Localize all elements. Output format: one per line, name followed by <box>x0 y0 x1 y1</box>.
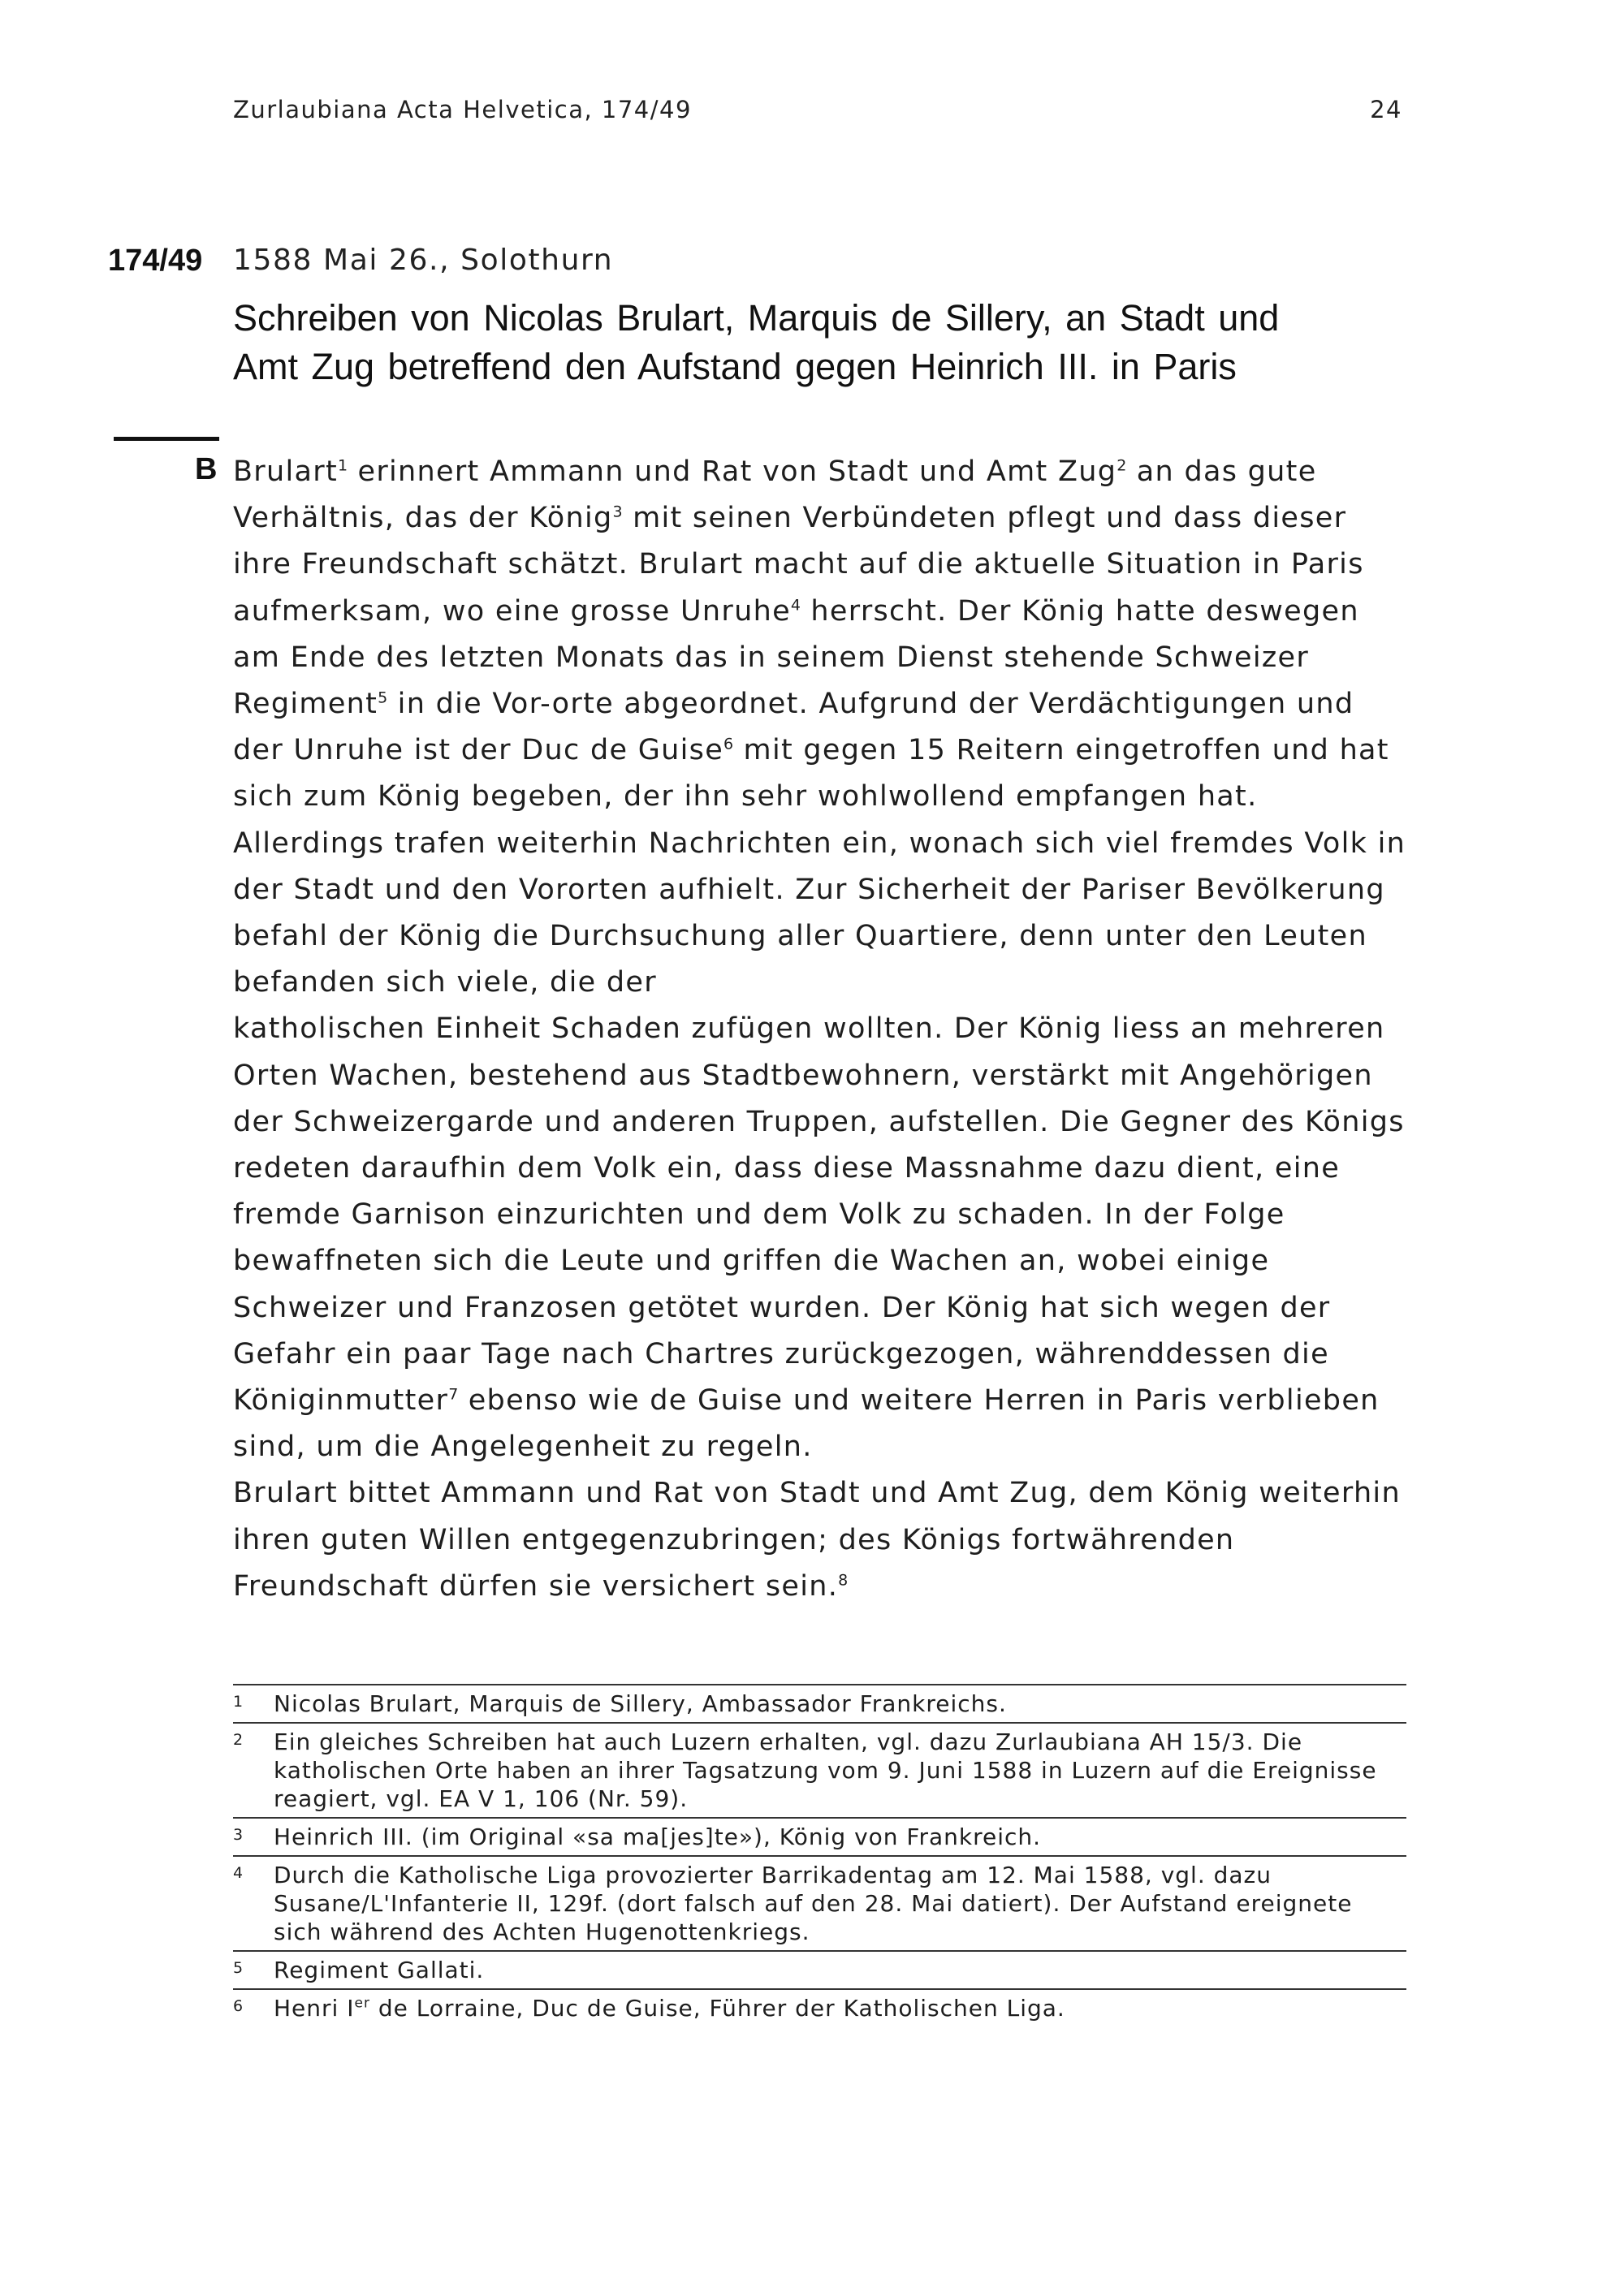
footnote <box>233 1855 1406 1950</box>
footnote-text: Nicolas Brulart, Marquis de Sillery, Ambassador Frankreichs. <box>274 1690 1007 1717</box>
footnote-number: 1 <box>233 1693 244 1711</box>
footnote-ref[interactable]: 4 <box>790 595 801 614</box>
document-title-line: Schreiben von Nicolas Brulart, Marquis de Sillery, an Stadt und <box>233 297 1280 339</box>
footnote-ref[interactable]: 8 <box>838 1571 849 1590</box>
footnote-ref[interactable]: 6 <box>723 735 734 753</box>
body-text-run: mit gegen 15 Reitern eingetroffen und hat sich zum König begeben, der ihn sehr wohlwollend empfangen hat. Allerdings trafen weiterhin Nachrichten ein, wonach sich viel fremdes Volk in der Stadt und den Vororten aufhielt. Zur Sicherheit der Pariser Bevölkerung befahl der König die Durchsuchung aller Quartiere, denn unter den Leuten befanden sich viele, die der <box>233 734 1406 999</box>
summary-body <box>233 449 1406 1610</box>
footnote-number: 2 <box>233 1731 244 1749</box>
footnote-number: 6 <box>233 1997 244 2015</box>
footnote-text: Ein gleiches Schreiben hat auch Luzern erhalten, vgl. dazu Zurlaubiana AH 15/3. Die katholischen Orte haben an ihrer Tagsatzung vom 9. Juni 1588 in Luzern auf die Ereignisse reagiert, vgl. EA V 1, 106 (Nr. 59). <box>274 1728 1377 1812</box>
footnote-ordinal: er <box>354 1995 370 2012</box>
footnote-ref[interactable]: 7 <box>448 1385 459 1404</box>
body-text-run: Brulart bittet Ammann und Rat von Stadt und Amt Zug, dem König weiterhin ihren guten Willen entgegenzubringen; des Königs fortwährenden Freundschaft dürfen sie versichert sein. <box>233 1477 1401 1603</box>
body-text-run: mit seinen Verbündeten pflegt und dass dieser ihre Freundschaft schätzt. Brulart macht auf die aktuelle Situation in Paris aufmerksam, wo eine grosse Unruhe <box>233 502 1364 628</box>
body-text-run: Brulart <box>233 455 338 488</box>
document-title <box>233 294 1386 391</box>
document-number: 174/49 <box>108 244 203 278</box>
footnote <box>233 1988 1406 2026</box>
footnote-ref[interactable]: 5 <box>378 688 388 707</box>
footnote-text-run: Henri I <box>274 1995 355 2022</box>
body-text-run: katholischen Einheit Schaden zufügen wollten. Der König liess an mehreren Orten Wachen, bestehend aus Stadtbewohnern, verstärkt mit Angehörigen der Schweizergarde und anderen Truppen, aufstellen. Die Gegner des Königs redeten daraufhin dem Volk ein, dass diese Massnahme dazu dient, eine fremde Garnison einzurichten und dem Volk zu schaden. In der Folge bewaffneten sich die Leute und griffen die Wachen an, wobei einige Schweizer und Franzosen getötet wurden. Der König hat sich wegen der Gefahr ein paar Tage nach Chartres zurückgezogen, währenddessen die Königinmutter <box>233 1012 1405 1418</box>
body-text-run: ebenso wie de Guise und weitere Herren in Paris verblieben sind, um die Angelegenheit zu regeln. <box>233 1384 1380 1464</box>
section-label: B <box>195 452 218 486</box>
section-rule <box>114 437 219 441</box>
summary-paragraph <box>233 449 1406 1006</box>
body-text-run: erinnert Ammann und Rat von Stadt und Amt Zug <box>348 455 1117 488</box>
footnote <box>233 1684 1406 1722</box>
footnote-number: 4 <box>233 1864 244 1882</box>
footnote-text <box>274 1995 1065 2022</box>
footnote-text: Heinrich III. (im Original «sa ma[jes]te»), König von Frankreich. <box>274 1823 1042 1850</box>
summary-paragraph <box>233 1470 1406 1610</box>
footnote <box>233 1950 1406 1988</box>
footnote-ref[interactable]: 3 <box>612 503 623 521</box>
footnote-text: Durch die Katholische Liga provozierter Barrikadentag am 12. Mai 1588, vgl. dazu Susane/L'Infanterie II, 129f. (dort falsch auf den 28. Mai datiert). Der Aufstand ereignete sich während des Achten Hugenottenkriegs. <box>274 1862 1353 1945</box>
body-text-run: in die Vor-orte abgeordnet. Aufgrund der Verdächtigungen und der Unruhe ist der Duc de Guise <box>233 688 1354 767</box>
summary-paragraph <box>233 1006 1406 1470</box>
document-title-line: Amt Zug betreffend den Aufstand gegen Heinrich III. in Paris <box>233 346 1237 387</box>
footnote <box>233 1722 1406 1817</box>
footnote-ref[interactable]: 2 <box>1116 456 1127 475</box>
footnote <box>233 1817 1406 1855</box>
footnote-number: 5 <box>233 1959 244 1977</box>
footnote-text: Regiment Gallati. <box>274 1957 485 1983</box>
footnotes <box>233 1684 1406 2026</box>
document-date-place: 1588 Mai 26., Solothurn <box>233 244 614 277</box>
body-text-run: herrscht. Der König hatte deswegen am Ende des letzten Monats das in seinem Dienst stehende Schweizer Regiment <box>233 594 1359 721</box>
footnote-ref[interactable]: 1 <box>337 456 348 475</box>
footnote-number: 3 <box>233 1826 244 1844</box>
running-title: Zurlaubiana Acta Helvetica, 174/49 <box>233 96 692 123</box>
footnote-text-run: de Lorraine, Duc de Guise, Führer der Katholischen Liga. <box>369 1995 1065 2022</box>
body-text-run: an das gute Verhältnis, das der König <box>233 455 1317 535</box>
page-number: 24 <box>1370 96 1402 123</box>
page-header <box>233 96 1402 123</box>
